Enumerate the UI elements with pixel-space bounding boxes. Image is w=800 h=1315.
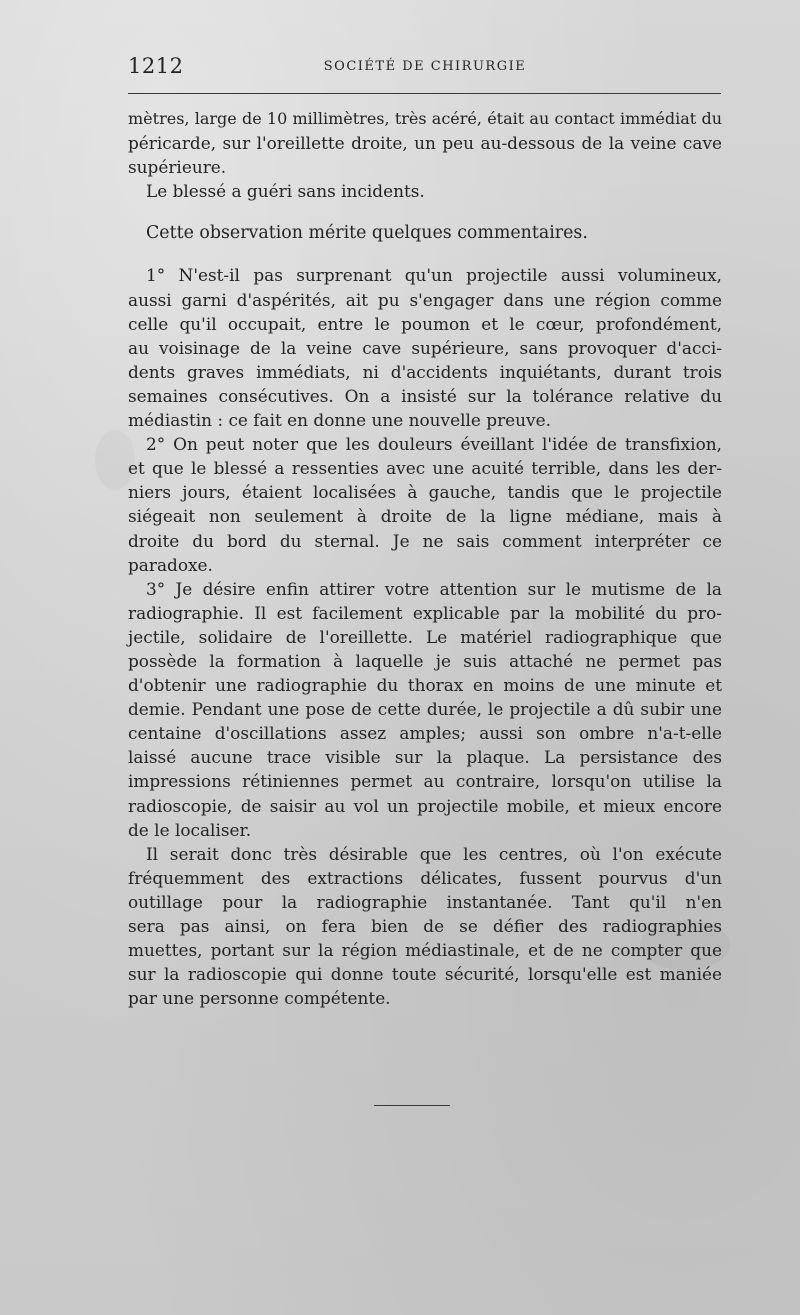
paragraph-p3: [128, 263, 722, 432]
text-line: radiographie. Il est facilement explicable par la mobilité du pro-: [128, 602, 722, 623]
text-line: Le blessé a guéri sans incidents.: [146, 181, 425, 202]
text-line: dents graves immédiats, ni d'accidents inquiétants, durant trois: [128, 361, 722, 382]
page-number: 1212: [128, 54, 184, 78]
paragraph-gap: [128, 245, 722, 263]
text-line: supérieure.: [128, 157, 227, 178]
text-line: radioscopie, de saisir au vol un projectile mobile, et mieux encore: [128, 795, 722, 816]
text-line: laissé aucune trace visible sur la plaque. La persistance des: [128, 747, 722, 768]
text-line: médiastin : ce fait en donne une nouvelle preuve.: [128, 410, 551, 431]
text-line: au voisinage de la veine cave supérieure, sans provoquer d'acci-: [128, 337, 722, 358]
body-text: [128, 107, 722, 1010]
text-line: outillage pour la radiographie instantanée. Tant qu'il n'en: [128, 891, 722, 912]
text-line: celle qu'il occupait, entre le poumon et le cœur, profondément,: [128, 313, 722, 334]
paragraph-p2: [128, 221, 722, 245]
text-line: fréquemment des extractions délicates, fussent pourvus d'un: [128, 867, 722, 888]
text-line: mètres, large de 10 millimètres, très acéré, était au contact immédiat du: [128, 109, 722, 128]
paragraph-gap: [128, 203, 722, 221]
text-line: siégeait non seulement à droite de la ligne médiane, mais à: [128, 506, 722, 527]
header-rule: [128, 93, 721, 94]
running-title: SOCIÉTÉ DE CHIRURGIE: [323, 59, 527, 74]
text-line: jectile, solidaire de l'oreillette. Le matériel radiographique que: [128, 626, 722, 647]
text-line: demie. Pendant une pose de cette durée, le projectile a dû subir une: [128, 699, 722, 720]
paragraph-p5: [128, 577, 722, 842]
text-line: semaines consécutives. On a insisté sur la tolérance relative du: [128, 385, 722, 406]
text-line: péricarde, sur l'oreillette droite, un peu au-dessous de la veine cave: [128, 133, 722, 154]
text-line: aussi garni d'aspérités, ait pu s'engager dans une région comme: [128, 289, 722, 310]
paragraph-p6: [128, 842, 722, 1011]
paragraph-p1: [128, 179, 722, 203]
text-line: Cette observation mérite quelques commentaires.: [146, 223, 588, 244]
text-line: paradoxe.: [128, 554, 213, 575]
text-line: Il serait donc très désirable que les centres, où l'on exécute: [146, 843, 722, 864]
text-line: de le localiser.: [128, 819, 252, 840]
text-line: muettes, portant sur la région médiastinale, et de ne compter que: [128, 940, 722, 961]
text-line: impressions rétiniennes permet au contraire, lorsqu'on utilise la: [128, 771, 722, 792]
page-header: [128, 54, 722, 82]
end-rule: [374, 1105, 450, 1106]
text-line: 2° On peut noter que les douleurs éveillant l'idée de transfixion,: [146, 434, 722, 455]
text-line: sur la radioscopie qui donne toute sécurité, lorsqu'elle est maniée: [128, 964, 722, 985]
text-line: 1° N'est-il pas surprenant qu'un projectile aussi volumineux,: [146, 265, 722, 286]
text-line: sera pas ainsi, on fera bien de se défier des radiographies: [128, 916, 722, 936]
text-line: par une personne compétente.: [128, 988, 391, 1009]
text-line: d'obtenir une radiographie du thorax en moins de une minute et: [128, 675, 722, 696]
text-line: 3° Je désire enfin attirer votre attention sur le mutisme de la: [146, 578, 722, 599]
text-line: et que le blessé a ressenties avec une acuité terrible, dans les der-: [128, 458, 722, 479]
text-line: centaine d'oscillations assez amples; aussi son ombre n'a-t-elle: [128, 723, 722, 744]
paragraph-p0: [128, 107, 722, 179]
text-line: possède la formation à laquelle je suis attaché ne permet pas: [128, 650, 722, 671]
paragraph-p4: [128, 432, 722, 577]
text-line: niers jours, étaient localisées à gauche, tandis que le projectile: [128, 482, 722, 503]
text-line: droite du bord du sternal. Je ne sais comment interpréter ce: [128, 530, 722, 551]
